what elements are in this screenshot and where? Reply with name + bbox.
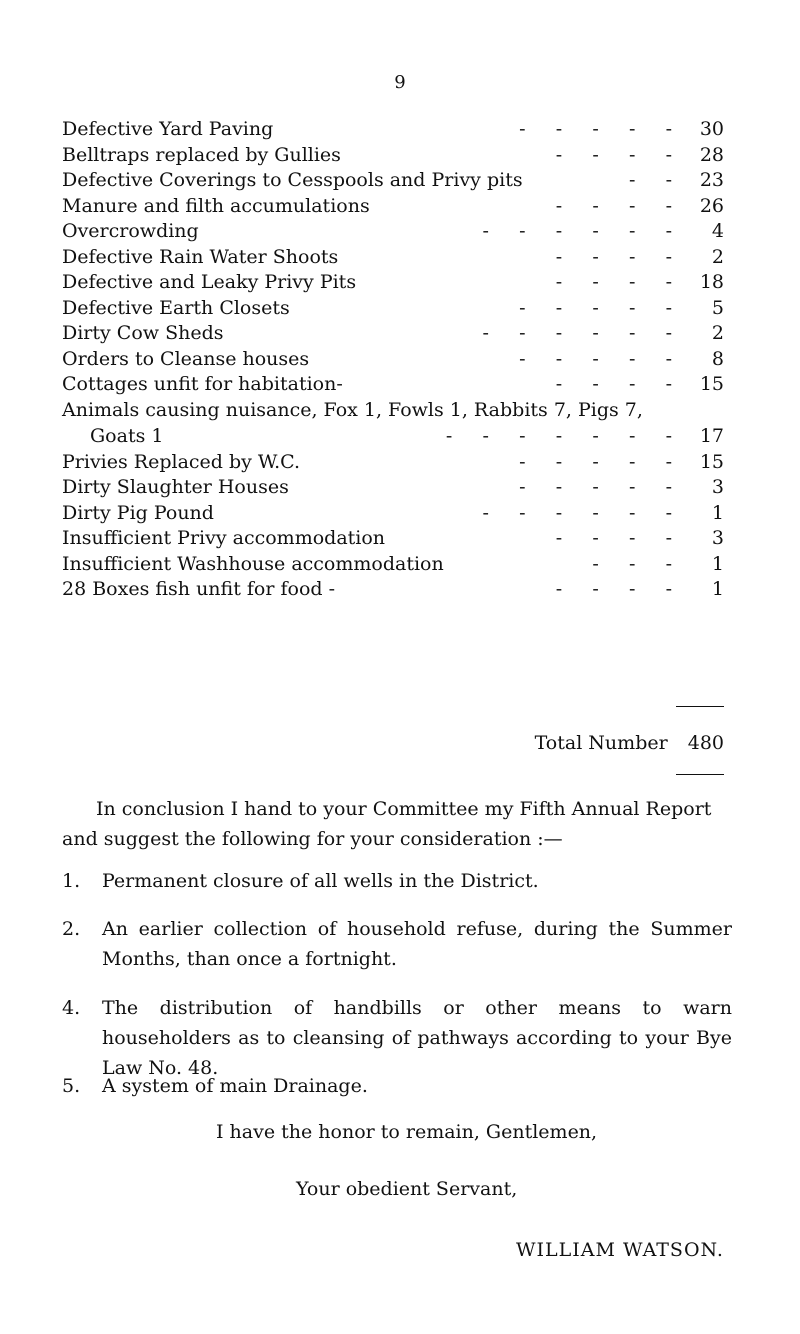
list-item-number: 5. bbox=[62, 1075, 81, 1097]
leader-dashes: - - - - - - bbox=[482, 322, 672, 344]
table-row bbox=[62, 217, 724, 245]
row-count: 1 bbox=[711, 501, 724, 524]
row-count: 3 bbox=[711, 527, 724, 549]
list-item bbox=[62, 1071, 732, 1101]
list-item bbox=[62, 866, 732, 896]
table-row bbox=[62, 115, 724, 143]
row-count: 28 bbox=[699, 143, 724, 166]
row-label: Insufficient Washhouse accommodation bbox=[62, 552, 444, 575]
leader-dashes: - - - - bbox=[555, 373, 672, 395]
total-rule-top bbox=[676, 706, 724, 707]
total-rule-bottom bbox=[676, 774, 724, 775]
table-row bbox=[62, 141, 724, 169]
row-count: 23 bbox=[699, 169, 724, 191]
leader-dashes: - - - bbox=[592, 552, 672, 575]
leader-dashes: - - - - bbox=[555, 527, 672, 549]
leader-dashes: - - bbox=[628, 169, 672, 191]
list-item-number: 1. bbox=[62, 870, 81, 892]
row-label: Belltraps replaced by Gullies bbox=[62, 143, 341, 166]
table-row bbox=[62, 192, 724, 220]
list-item bbox=[62, 914, 732, 974]
row-label: Overcrowding bbox=[62, 220, 199, 242]
leader-dashes: - - - - - bbox=[519, 476, 672, 498]
total-row bbox=[62, 732, 724, 754]
table-row bbox=[62, 473, 724, 501]
page-number: 9 bbox=[394, 72, 406, 93]
row-count: 30 bbox=[699, 118, 724, 140]
leader-dashes: - - - - - - bbox=[482, 501, 672, 524]
row-label: Dirty Pig Pound bbox=[62, 501, 214, 524]
table-row bbox=[62, 166, 724, 194]
leader-dashes: - - - - bbox=[555, 271, 672, 293]
list-item-text: A system of main Drainage. bbox=[102, 1075, 368, 1097]
leader-dashes: - - - - - bbox=[519, 347, 672, 370]
row-label: Defective Rain Water Shoots bbox=[62, 245, 339, 268]
table-row bbox=[62, 319, 724, 347]
table-row bbox=[62, 524, 724, 552]
list-item-text: An earlier collection of household refuse, during the Summer Months, than once a fortnight. bbox=[102, 918, 732, 970]
row-count: 2 bbox=[711, 245, 724, 268]
row-count: 1 bbox=[711, 578, 724, 600]
row-count: 3 bbox=[711, 476, 724, 498]
row-count: 15 bbox=[699, 373, 724, 395]
table-row bbox=[62, 575, 724, 603]
closing-line-2: Your obedient Servant, bbox=[296, 1178, 518, 1200]
table-row bbox=[62, 499, 724, 527]
list-item-number: 4. bbox=[62, 997, 81, 1019]
row-label: Defective and Leaky Privy Pits bbox=[62, 271, 357, 293]
row-label: Manure and filth accumulations bbox=[62, 194, 370, 217]
signature: WILLIAM WATSON. bbox=[516, 1239, 724, 1261]
leader-dashes: - - - - - bbox=[519, 118, 672, 140]
table-row bbox=[62, 396, 724, 424]
list-item-text: The distribution of handbills or other means to warn householders as to cleansing of pathways according to your Bye Law No. 48. bbox=[102, 997, 732, 1079]
row-count: 8 bbox=[711, 347, 724, 370]
leader-dashes: - - - - bbox=[555, 143, 672, 166]
leader-dashes: - - - - bbox=[555, 578, 672, 600]
row-label: Cottages unfit for habitation- bbox=[62, 373, 343, 395]
leader-dashes: - - - - bbox=[555, 194, 672, 217]
row-label: Insufficient Privy accommodation bbox=[62, 527, 386, 549]
row-count: 4 bbox=[711, 220, 724, 242]
row-label: Defective Earth Closets bbox=[62, 296, 290, 319]
row-label: Dirty Slaughter Houses bbox=[62, 476, 289, 498]
list-item-text: Permanent closure of all wells in the District. bbox=[102, 870, 539, 892]
leader-dashes: - - - - bbox=[555, 245, 672, 268]
table-row bbox=[62, 422, 724, 450]
table-row bbox=[62, 294, 724, 322]
row-label: Defective Yard Paving bbox=[62, 118, 274, 140]
table-row bbox=[62, 345, 724, 373]
row-label: Dirty Cow Sheds bbox=[62, 322, 224, 344]
table-row bbox=[62, 448, 724, 476]
row-label: Privies Replaced by W.C. bbox=[62, 450, 301, 473]
total-value: 480 bbox=[687, 732, 724, 754]
row-label: 28 Boxes fish unfit for food - bbox=[62, 578, 336, 600]
row-count: 17 bbox=[699, 425, 724, 447]
row-count: 18 bbox=[699, 271, 724, 293]
row-count: 2 bbox=[711, 322, 724, 344]
leader-dashes: - - - - - - - bbox=[445, 425, 672, 447]
table-row bbox=[62, 243, 724, 271]
list-item bbox=[62, 993, 732, 1079]
list-item-number: 2. bbox=[62, 918, 81, 940]
row-label: Animals causing nuisance, Fox 1, Fowls 1, Rabbits 7, Pigs 7, bbox=[62, 398, 643, 421]
row-count: 1 bbox=[711, 552, 724, 575]
row-count: 15 bbox=[699, 450, 724, 473]
row-count: 5 bbox=[711, 296, 724, 319]
leader-dashes: - - - - - bbox=[519, 296, 672, 319]
conclusion-paragraph: In conclusion I hand to your Committee my Fifth Annual Report and suggest the following for your consideration :— bbox=[62, 798, 712, 850]
row-count: 26 bbox=[699, 194, 724, 217]
leader-dashes: - - - - - - bbox=[482, 220, 672, 242]
table-row bbox=[62, 370, 724, 398]
closing-line-1: I have the honor to remain, Gentlemen, bbox=[216, 1121, 598, 1143]
total-label: Total Number bbox=[534, 732, 668, 754]
table-row bbox=[62, 268, 724, 296]
row-label: Orders to Cleanse houses bbox=[62, 347, 310, 370]
row-label: Defective Coverings to Cesspools and Privy pits bbox=[62, 169, 523, 191]
table-row bbox=[62, 550, 724, 578]
row-label: Goats 1 bbox=[90, 425, 164, 447]
leader-dashes: - - - - - bbox=[519, 450, 672, 473]
